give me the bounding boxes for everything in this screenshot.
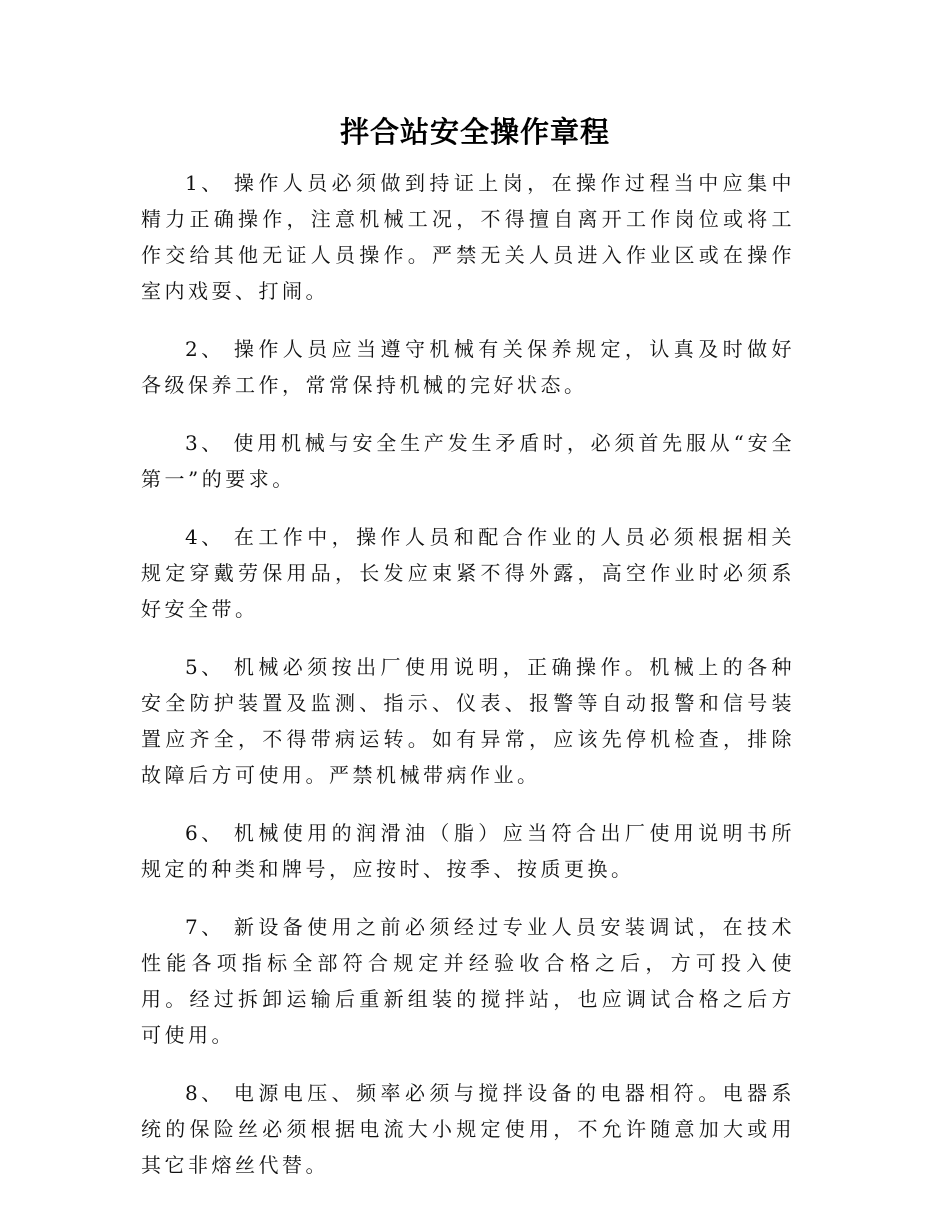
item-number: 8、 [185,1081,225,1105]
item-text: 新设备使用之前必须经过专业人员安装调试，在技术性能各项指标全部符合规定并经验收合格之后，方可投入使用。经过拆卸运输后重新组装的搅拌站，也应调试合格之后方可使用。 [141,915,795,1047]
list-item [141,909,795,1053]
item-text: 机械必须按出厂使用说明，正确操作。机械上的各种安全防护装置及监测、指示、仪表、报警等自动报警和信号装置应齐全，不得带病运转。如有异常，应该先停机检查，排除故障后方可使用。严禁机械带病作业。 [141,655,795,787]
list-item [141,425,795,497]
document-title: 拌合站安全操作章程 [339,115,610,149]
item-number: 7、 [185,915,225,939]
list-item [141,519,795,627]
item-number: 2、 [185,337,225,361]
item-text: 在工作中，操作人员和配合作业的人员必须根据相关规定穿戴劳保用品，长发应束紧不得外露，高空作业时必须系好安全带。 [141,525,795,621]
item-number: 3、 [185,431,225,455]
item-number: 4、 [185,525,225,549]
item-number: 6、 [185,821,225,845]
list-item [141,815,795,887]
list-item [141,331,795,403]
list-item [141,165,795,309]
item-text: 机械使用的润滑油（脂）应当符合出厂使用说明书所规定的种类和牌号，应按时、按季、按质更换。 [141,821,795,881]
item-text: 电源电压、频率必须与搅拌设备的电器相符。电器系统的保险丝必须根据电流大小规定使用，不允许随意加大或用其它非熔丝代替。 [141,1081,795,1177]
item-text: 使用机械与安全生产发生矛盾时，必须首先服从“安全第一”的要求。 [141,431,795,491]
item-text: 操作人员必须做到持证上岗，在操作过程当中应集中精力正确操作，注意机械工况，不得擅自离开工作岗位或将工作交给其他无证人员操作。严禁无关人员进入作业区或在操作室内戏耍、打闹。 [141,171,795,303]
list-item [141,1075,795,1183]
item-number: 5、 [185,655,225,679]
item-number: 1、 [185,171,225,195]
list-item [141,649,795,793]
item-text: 操作人员应当遵守机械有关保养规定，认真及时做好各级保养工作，常常保持机械的完好状态。 [141,337,795,397]
document-body [141,165,795,1205]
